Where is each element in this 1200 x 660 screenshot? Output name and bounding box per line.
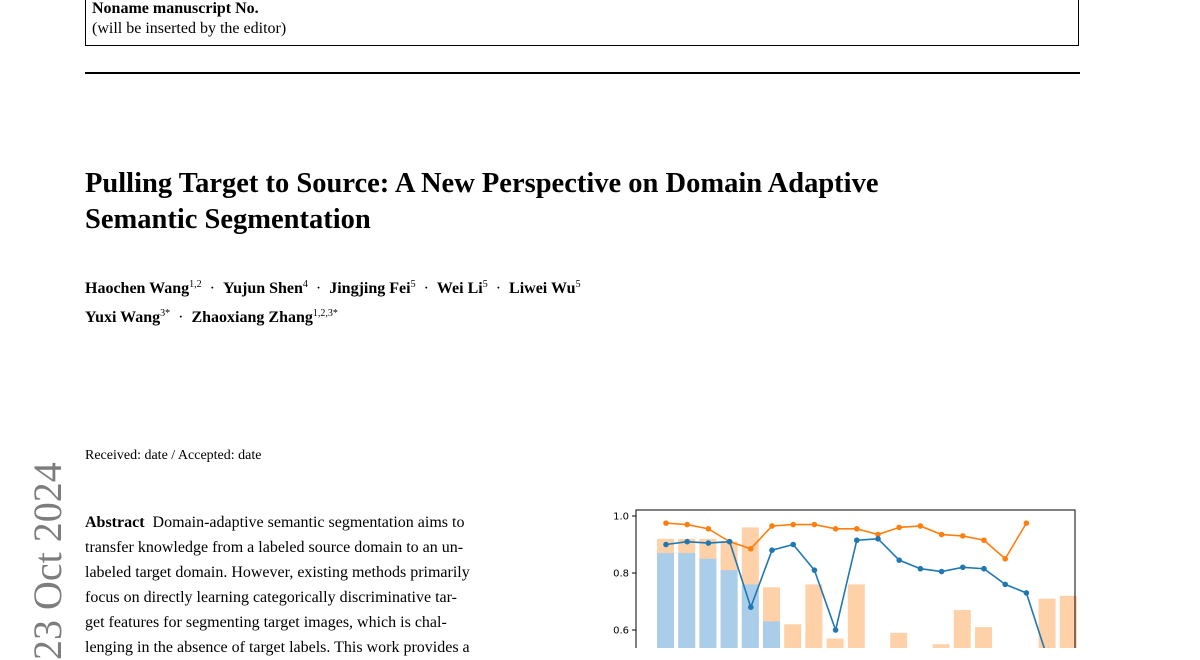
bar-orange [848, 584, 865, 648]
series-blue-point [918, 566, 924, 572]
series-blue-point [790, 542, 796, 548]
author-affiliation: 5 [410, 279, 416, 290]
author-separator: · [495, 280, 502, 297]
series-blue-point [960, 565, 966, 571]
received-line: Received: date / Accepted: date [85, 448, 262, 463]
bar-orange [933, 644, 950, 648]
author-name: Wei Li [436, 280, 483, 297]
author-separator: · [178, 309, 184, 326]
series-blue-point [706, 540, 712, 546]
series-orange-point [769, 523, 775, 529]
series-orange-point [833, 526, 839, 532]
series-orange-point [684, 522, 690, 528]
manuscript-number: Noname manuscript No. [92, 0, 259, 17]
arxiv-stamp [22, 420, 74, 660]
author-list [85, 272, 581, 330]
series-orange-point [790, 522, 796, 528]
series-orange-point [663, 520, 669, 526]
series-blue-point [812, 567, 818, 573]
bar-blue [721, 570, 738, 648]
series-orange-point [1024, 520, 1030, 526]
series-orange-point [918, 523, 924, 529]
series-blue-point [981, 566, 987, 572]
abstract-line: transfer knowledge from a labeled source domain to an un- [85, 539, 464, 556]
bar-blue [699, 559, 716, 648]
abstract-line: get features for segmenting target images, which is chal- [85, 614, 447, 631]
series-orange-point [748, 546, 754, 552]
series-blue-point [748, 604, 754, 610]
series-blue-point [854, 537, 860, 543]
author-name: Liwei Wu [509, 280, 576, 297]
author-affiliation: 4 [302, 279, 308, 290]
author-affiliation: 5 [482, 279, 488, 290]
author-separator: · [423, 280, 429, 297]
bar-blue [657, 553, 674, 648]
abstract-heading: Abstract [85, 514, 145, 531]
author-affiliation: 1,2,3* [312, 308, 338, 319]
bar-blue [678, 553, 695, 648]
series-orange-point [706, 526, 712, 532]
bar-blue [763, 621, 780, 648]
author-name: Jingjing Fei [329, 280, 411, 297]
y-tick-label: 1.0 [613, 511, 629, 523]
abstract [85, 510, 566, 660]
series-blue-point [684, 539, 690, 545]
abstract-line: lenging in the absence of target labels. This work provides a [85, 639, 470, 656]
bar-orange [890, 633, 907, 648]
series-blue-point [1002, 582, 1008, 588]
bar-orange [827, 639, 844, 648]
figure-chart [600, 500, 1080, 648]
paper-title [85, 166, 1085, 238]
author-name: Haochen Wang [85, 280, 190, 297]
y-tick-label: 0.6 [613, 625, 629, 637]
abstract-line: labeled target domain. However, existing methods primarily [85, 564, 470, 581]
bar-orange [954, 610, 971, 648]
author-affiliation: 1,2 [189, 279, 202, 290]
series-blue-point [663, 542, 669, 548]
series-orange-line [666, 523, 1026, 559]
series-blue-point [939, 569, 945, 575]
series-blue-point [833, 627, 839, 633]
author-separator: · [315, 280, 322, 297]
editor-note: (will be inserted by the editor) [92, 20, 287, 37]
abstract-line: Abstract Domain-adaptive semantic segmentation aims to [85, 514, 465, 531]
series-orange-point [960, 533, 966, 539]
arxiv-date: 23 Oct 2024 [25, 462, 70, 660]
y-tick-label: 0.8 [613, 568, 629, 580]
title-line-2: Semantic Segmentation [85, 204, 371, 235]
bar-orange [975, 627, 992, 648]
title-line-1: Pulling Target to Source: A New Perspective on Domain Adaptive [85, 168, 879, 199]
bar-orange [805, 584, 822, 648]
chart-svg [600, 500, 1080, 648]
series-blue-point [769, 547, 775, 553]
author-line-1 [85, 272, 581, 301]
author-separator: · [209, 280, 215, 297]
author-affiliation: 3* [160, 308, 171, 319]
series-orange-point [981, 537, 987, 543]
abstract-line: focus on directly learning categorically discriminative tar- [85, 589, 457, 606]
series-orange-point [1002, 556, 1008, 562]
series-orange-point [939, 532, 945, 538]
series-blue-point [875, 536, 881, 542]
series-orange-point [896, 525, 902, 531]
author-line-2 [85, 301, 581, 330]
header-rule [85, 72, 1080, 74]
author-name: Zhaoxiang Zhang [191, 309, 313, 326]
author-name: Yujun Shen [223, 280, 303, 297]
author-name: Yuxi Wang [85, 309, 161, 326]
series-blue-point [727, 539, 733, 545]
series-orange-point [854, 526, 860, 532]
manuscript-header-box [85, 0, 1079, 46]
bar-orange [784, 624, 801, 648]
series-blue-point [1024, 590, 1030, 596]
series-orange-point [812, 522, 818, 528]
bar-orange [1060, 596, 1077, 648]
author-affiliation: 5 [575, 279, 581, 290]
series-blue-point [896, 557, 902, 563]
